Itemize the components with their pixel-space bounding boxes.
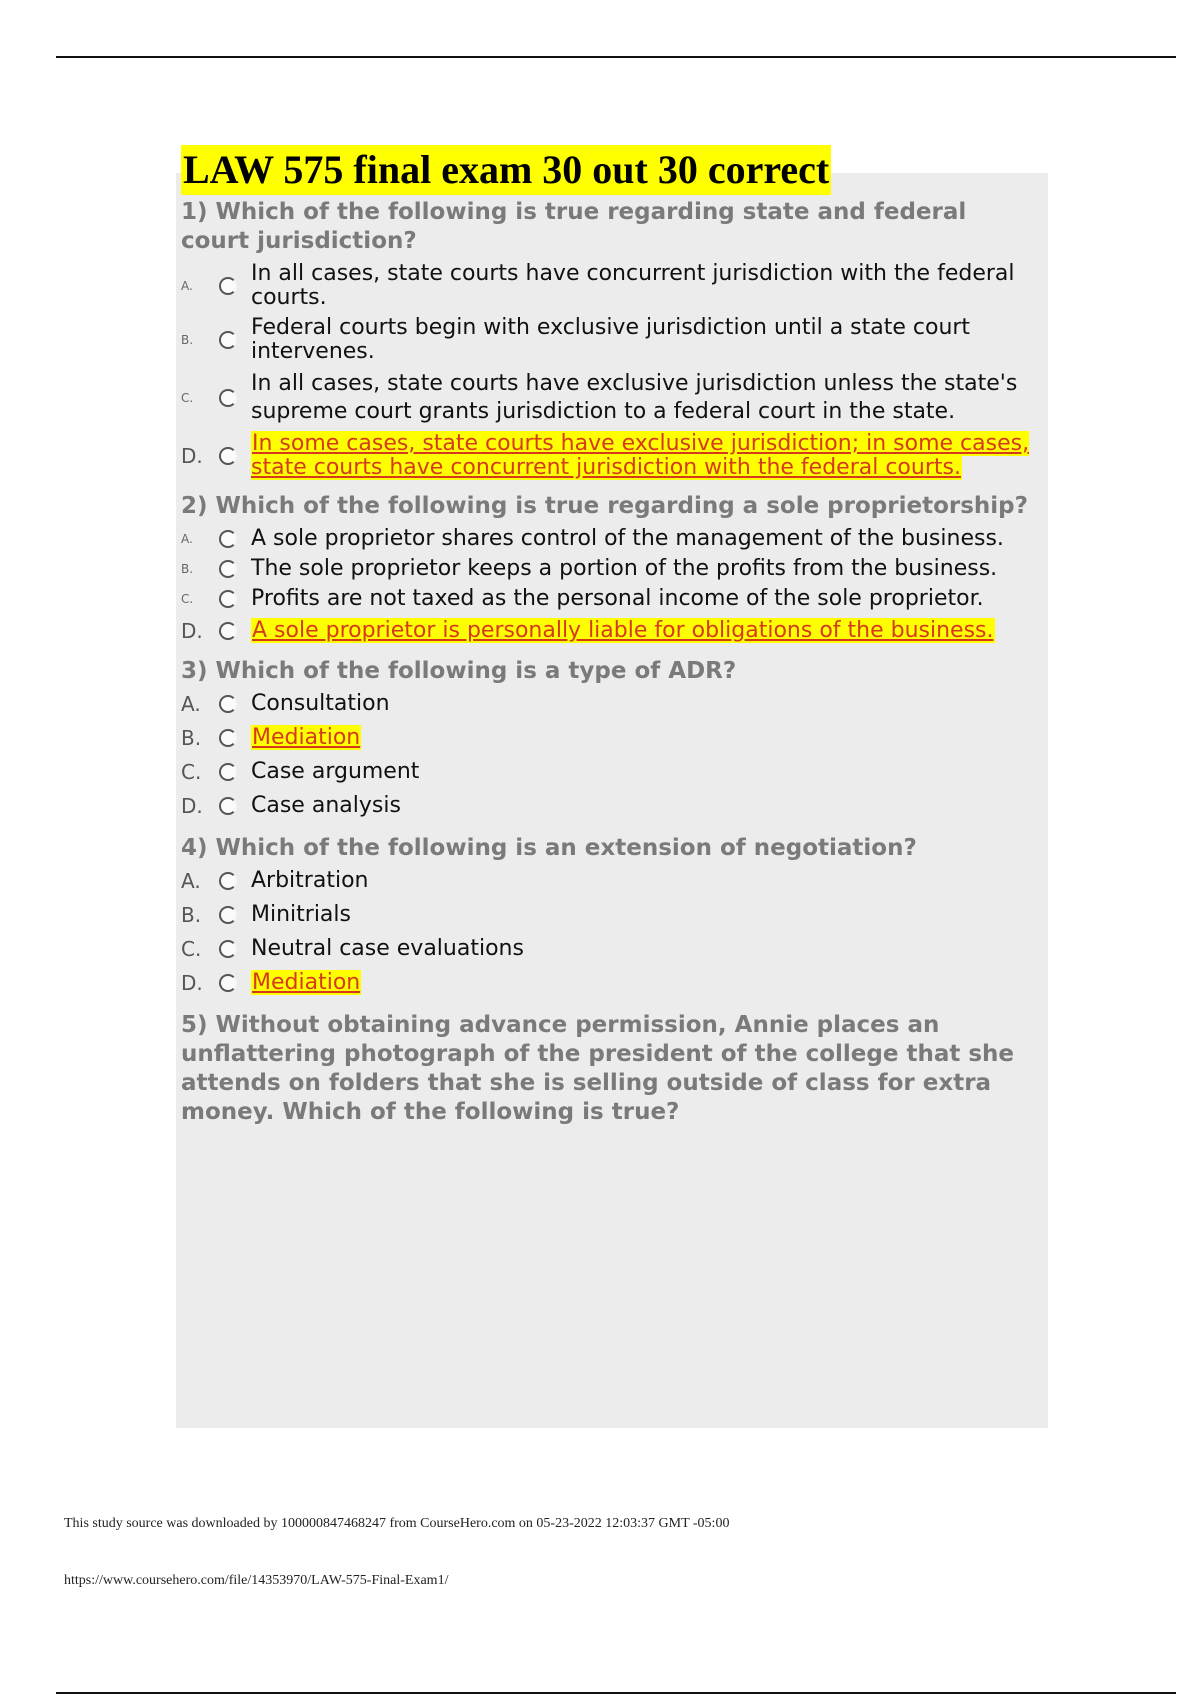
option-letter: D. [181,971,203,995]
option-letter: C. [181,592,194,606]
option-2c[interactable] [181,587,1038,611]
option-1d-correct[interactable] [181,432,1038,480]
option-1c[interactable] [181,370,1038,426]
question-5 [181,1011,1038,1127]
option-letter: D. [181,444,203,468]
radio-icon[interactable] [219,872,237,890]
option-3a[interactable] [181,692,1038,716]
option-letter: B. [181,333,194,347]
option-4a[interactable] [181,869,1038,893]
option-text: In all cases, state courts have exclusive jurisdiction unless the state's supreme court grants jurisdiction to a federal court in the state. [251,371,1018,424]
question-1 [181,198,1038,480]
option-letter: B. [181,726,202,750]
question-2 [181,492,1038,645]
option-text: Neutral case evaluations [251,936,524,961]
option-text: Profits are not taxed as the personal income of the sole proprietor. [251,586,984,611]
option-4c[interactable] [181,937,1038,961]
option-text: Arbitration [251,868,369,893]
question-1-text: 1) Which of the following is true regarding state and federal court jurisdiction? [181,199,967,254]
radio-icon[interactable] [219,530,237,548]
option-text: The sole proprietor keeps a portion of the profits from the business. [251,556,998,581]
radio-icon[interactable] [219,447,237,465]
option-letter: A. [181,869,201,893]
correct-answer-text: A sole proprietor is personally liable for obligations of the business. [252,618,994,643]
radio-icon[interactable] [219,560,237,578]
correct-answer-text: Mediation [252,725,361,750]
top-rule [56,56,1176,58]
radio-icon[interactable] [219,695,237,713]
correct-answer-text: In some cases, state courts have exclusive jurisdiction; in some cases, state courts have concurrent jurisdiction with the federal courts. [251,431,1030,480]
option-4d-correct[interactable] [181,971,1038,995]
option-letter: A. [181,532,193,546]
question-3-text: 3) Which of the following is a type of ADR? [181,658,737,684]
option-letter: D. [181,794,203,818]
option-4b[interactable] [181,903,1038,927]
option-text: Federal courts begin with exclusive jurisdiction until a state court intervenes. [251,315,971,364]
option-text: Consultation [251,691,390,716]
option-3b-correct[interactable] [181,726,1038,750]
radio-icon[interactable] [219,331,237,349]
option-letter: C. [181,391,194,405]
option-2b[interactable] [181,557,1038,581]
question-4-text: 4) Which of the following is an extension of negotiation? [181,835,917,861]
option-letter: C. [181,760,202,784]
question-5-text: 5) Without obtaining advance permission, Annie places an unflattering photograph of the president of the college that she attends on folders that she is selling outside of class for extra money. Which of the following is true? [181,1012,1015,1125]
radio-icon[interactable] [219,277,237,295]
option-text: In all cases, state courts have concurrent jurisdiction with the federal courts. [251,261,1015,310]
question-3 [181,657,1038,818]
radio-icon[interactable] [219,797,237,815]
option-letter: B. [181,562,194,576]
option-letter: B. [181,903,202,927]
source-url[interactable]: https://www.coursehero.com/file/14353970/LAW-575-Final-Exam1/ [64,1573,449,1588]
question-2-text: 2) Which of the following is true regarding a sole proprietorship? [181,493,1028,519]
bottom-rule [56,1692,1176,1694]
download-note: This study source was downloaded by 100000847468247 from CourseHero.com on 05-23-2022 12:03:37 GMT -05:00 [64,1516,730,1531]
option-1b[interactable] [181,316,1038,364]
radio-icon[interactable] [219,763,237,781]
correct-answer-text: Mediation [252,970,361,995]
option-letter: A. [181,692,201,716]
page-title: LAW 575 final exam 30 out 30 correct [181,145,831,195]
radio-icon[interactable] [219,974,237,992]
radio-icon[interactable] [219,940,237,958]
radio-icon[interactable] [219,729,237,747]
option-text: A sole proprietor shares control of the management of the business. [251,526,1004,551]
radio-icon[interactable] [219,590,237,608]
option-text: Minitrials [251,902,351,927]
radio-icon[interactable] [219,622,237,640]
radio-icon[interactable] [219,389,237,407]
option-3d[interactable] [181,794,1038,818]
radio-icon[interactable] [219,906,237,924]
option-text: Case analysis [251,793,401,818]
option-3c[interactable] [181,760,1038,784]
question-list [181,198,1038,1133]
question-4 [181,834,1038,995]
option-letter: D. [181,619,203,643]
option-letter: C. [181,937,202,961]
option-1a[interactable] [181,262,1038,310]
option-2a[interactable] [181,527,1038,551]
option-2d-correct[interactable] [181,617,1038,645]
option-text: Case argument [251,759,420,784]
option-letter: A. [181,279,193,293]
